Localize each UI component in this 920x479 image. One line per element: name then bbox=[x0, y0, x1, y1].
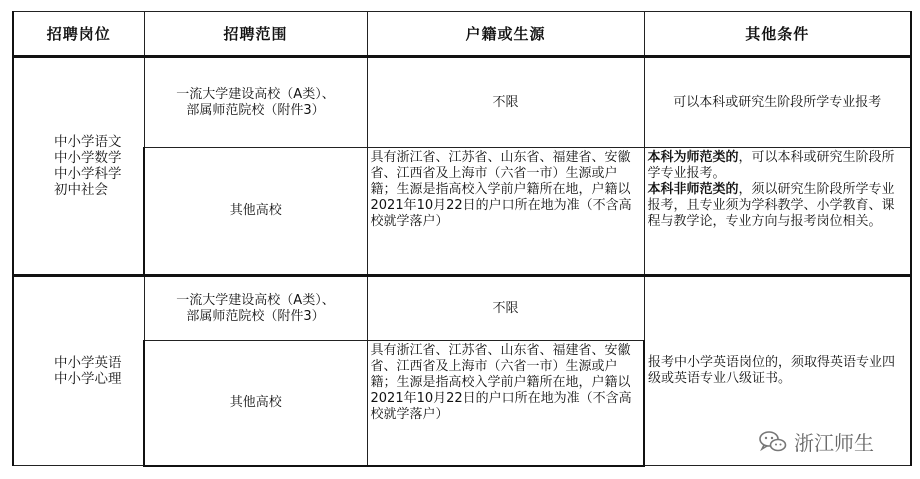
group2-positions bbox=[13, 276, 144, 466]
group2-scope-other: 其他高校 bbox=[144, 341, 367, 466]
watermark bbox=[758, 427, 874, 456]
group1-condition-other bbox=[644, 148, 911, 276]
cond-text-normal: ，可以本科或研究生阶段所学专业报考。 bbox=[647, 150, 895, 181]
watermark-text: 浙江师生 bbox=[794, 431, 874, 455]
group2-condition: 报考中小学英语岗位的，须取得英语专业四级或英语专业八级证书。 bbox=[644, 276, 911, 466]
position-name: 中小学英语 bbox=[54, 355, 122, 371]
header-position: 招聘岗位 bbox=[13, 12, 144, 57]
group1-hukou-unlimited: 不限 bbox=[367, 57, 644, 148]
header-conditions: 其他条件 bbox=[644, 12, 911, 57]
wechat-icon bbox=[758, 430, 788, 454]
cond-bold-normal: 本科为师范类的 bbox=[647, 150, 739, 165]
group2-hukou-unlimited: 不限 bbox=[367, 276, 644, 341]
header-scope: 招聘范围 bbox=[144, 12, 367, 57]
position-name: 中小学语文 bbox=[54, 134, 122, 150]
cond-bold-non-normal: 本科非师范类的 bbox=[647, 182, 739, 197]
group1-hukou-requirement: 具有浙江省、江苏省、山东省、福建省、安徽省、江西省及上海市（六省一市）生源或户籍；生源是指高校入学前户籍所在地，户籍以2021年10月22日的户口所在地为准（不含高校就学落户） bbox=[367, 148, 644, 276]
scope-line: 部属师范院校（附件3） bbox=[186, 102, 325, 118]
scope-line: 一流大学建设高校（A类）、 bbox=[176, 86, 335, 102]
group1-positions bbox=[13, 57, 144, 276]
group1-scope-other: 其他高校 bbox=[144, 148, 367, 276]
scope-line: 一流大学建设高校（A类）、 bbox=[176, 292, 335, 308]
position-name: 中小学数学 bbox=[54, 150, 122, 166]
scope-line: 部属师范院校（附件3） bbox=[186, 308, 325, 324]
group2-hukou-requirement: 具有浙江省、江苏省、山东省、福建省、安徽省、江西省及上海市（六省一市）生源或户籍；生源是指高校入学前户籍所在地，户籍以2021年10月22日的户口所在地为准（不含高校就学落户） bbox=[367, 341, 644, 466]
cond-text-non-normal: ，须以研究生阶段所学专业报考，且专业须为学科教学、小学教育、课程与教学论，专业方向与报考岗位相关。 bbox=[647, 182, 895, 229]
group1-condition-top-tier: 可以本科或研究生阶段所学专业报考 bbox=[644, 57, 911, 148]
position-name: 初中社会 bbox=[54, 182, 108, 198]
position-name: 中小学科学 bbox=[54, 166, 122, 182]
group1-scope-top-tier bbox=[144, 57, 367, 148]
group2-scope-top-tier bbox=[144, 276, 367, 341]
position-name: 中小学心理 bbox=[54, 371, 122, 387]
recruitment-table bbox=[12, 11, 912, 467]
header-hukou: 户籍或生源 bbox=[367, 12, 644, 57]
